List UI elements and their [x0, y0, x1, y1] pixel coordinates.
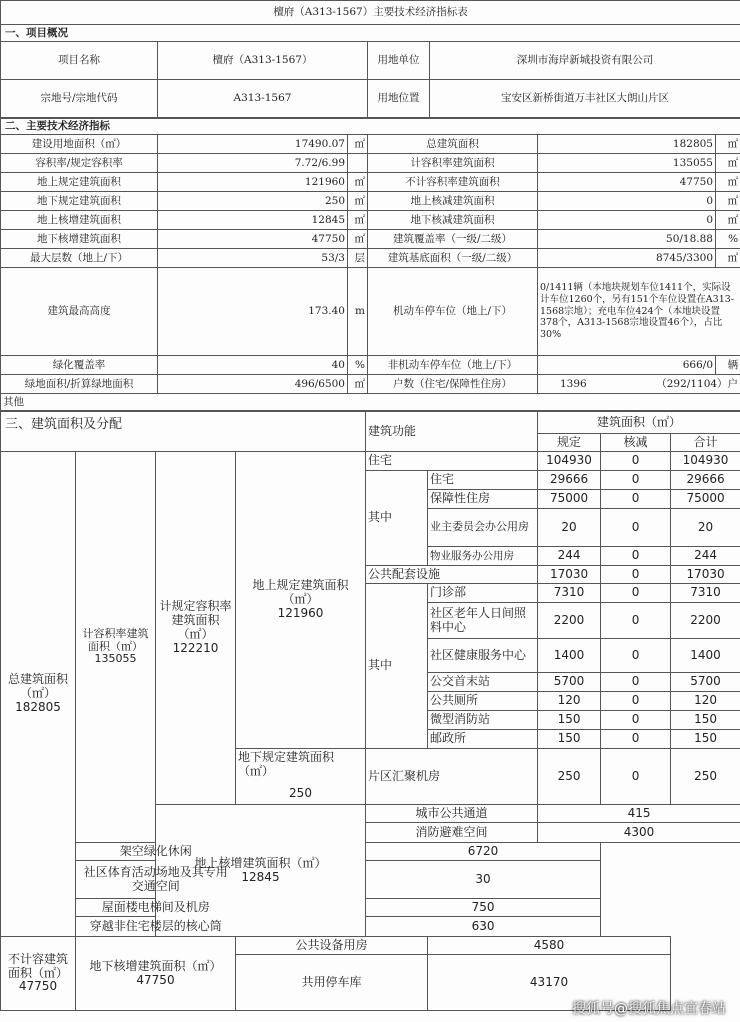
green-rate-unit: %: [348, 356, 368, 375]
total-area-cell: [1, 452, 76, 937]
above-reg-cell: [236, 452, 366, 749]
indicator-label: 地上核减建筑面积: [368, 192, 538, 211]
below-reg-value: 250: [289, 785, 312, 800]
col-guiding: 规定: [538, 434, 601, 452]
nfa-label: 不计容建筑面积（㎡）: [7, 951, 68, 980]
above-add-label: 地上核增建筑面积（㎡）: [194, 855, 327, 870]
add-item-label: 城市公共通道: [366, 805, 538, 823]
indicator-label: 地下规定建筑面积: [1, 192, 158, 211]
green-rate-label: 绿化覆盖率: [1, 356, 158, 375]
res-item-label: 住宅: [428, 471, 538, 490]
substation-label: 片区汇聚机房: [366, 749, 538, 805]
res-item-guiding: 29666: [538, 471, 601, 490]
page-title: 檀府（A313-1567）主要技术经济指标表: [1, 1, 740, 25]
pub-item-guiding: 150: [538, 711, 601, 730]
pub-item-total: 150: [671, 711, 740, 730]
public-reduce: 0: [601, 566, 671, 584]
res-item-reduce: 0: [601, 490, 671, 509]
pub-item-total: 1400: [671, 639, 740, 673]
res-sub-label: 其中: [366, 471, 428, 566]
below-item-label: 共用停车库: [236, 955, 428, 1011]
below-item-value: 4580: [428, 937, 671, 955]
below-item-label: 公共设备用房: [236, 937, 428, 955]
res-item-reduce: 0: [601, 509, 671, 547]
add-item-value: 4300: [538, 823, 740, 843]
add-item-value: 6720: [366, 843, 601, 861]
pub-item-reduce: 0: [601, 711, 671, 730]
fa-reg-value: 122210: [172, 640, 219, 655]
below-add-label: 地下核增建筑面积（㎡）: [89, 958, 222, 973]
indicators-table: [0, 118, 740, 411]
fa-reg-cell: [156, 452, 236, 805]
green-area-unit: ㎡: [348, 375, 368, 394]
res-item-guiding: 20: [538, 509, 601, 547]
indicator-value: 8745/3300: [538, 249, 716, 268]
residential-reduce: 0: [601, 452, 671, 471]
residential-label: 住宅: [366, 452, 538, 471]
pub-sub-label: 其中: [366, 584, 428, 749]
overview-table: [0, 0, 740, 118]
pub-item-guiding: 7310: [538, 584, 601, 603]
public-label: 公共配套设施: [366, 566, 538, 584]
above-reg-value: 121960: [277, 605, 324, 620]
indicator-row: [1, 135, 740, 154]
area-allocation-table: [0, 411, 740, 1011]
res-item-label: 业主委员会办公用房: [428, 509, 538, 547]
pub-item-reduce: 0: [601, 673, 671, 692]
pub-item-guiding: 120: [538, 692, 601, 711]
res-item-reduce: 0: [601, 547, 671, 566]
indicator-value: 53/3: [158, 249, 348, 268]
pub-item-total: 2200: [671, 603, 740, 639]
substation-total: 250: [671, 749, 740, 805]
section-3-heading: 三、建筑面积及分配: [1, 412, 366, 452]
indicator-value: 135055: [538, 154, 716, 173]
indicator-unit: ㎡: [716, 173, 740, 192]
indicator-row: [1, 230, 740, 249]
indicator-value: 17490.07: [158, 135, 348, 154]
indicator-value: 0: [538, 211, 716, 230]
indicator-label: 地下核减建筑面积: [368, 211, 538, 230]
indicator-unit: ㎡: [348, 173, 368, 192]
indicator-value: 121960: [158, 173, 348, 192]
col-reduce: 核减: [601, 434, 671, 452]
indicator-unit: ㎡: [716, 154, 740, 173]
pub-item-reduce: 0: [601, 603, 671, 639]
res-item-total: 29666: [671, 471, 740, 490]
section-2-heading: 二、主要技术经济指标: [1, 119, 740, 135]
watermark: [572, 998, 726, 1018]
project-name-value: 檀府（A313-1567）: [158, 42, 368, 80]
households-value: [538, 375, 740, 394]
plot-code-label: 宗地号/宗地代码: [1, 80, 158, 118]
indicator-value: 50/18.88: [538, 230, 716, 249]
pub-item-reduce: 0: [601, 639, 671, 673]
indicator-label: 建筑基底面积（一级/二级）: [368, 249, 538, 268]
nfa-value: 47750: [18, 979, 58, 994]
land-location-label: 用地位置: [368, 80, 430, 118]
indicator-row: [1, 211, 740, 230]
max-height-unit: m: [348, 268, 368, 356]
watermark-text: 搜狐号@搜狐焦点宜春站: [572, 1001, 726, 1017]
indicator-value: 0: [538, 192, 716, 211]
add-item-value: 415: [538, 805, 740, 823]
pub-item-reduce: 0: [601, 584, 671, 603]
res-item-reduce: 0: [601, 471, 671, 490]
add-item-value: 630: [366, 917, 601, 937]
below-add-cell: [76, 937, 236, 1011]
total-area-value: 182805: [15, 699, 61, 714]
green-area-label: 绿地面积/折算绿地面积: [1, 375, 158, 394]
land-user-label: 用地单位: [368, 42, 430, 80]
function-header: 建筑功能: [366, 412, 538, 452]
bike-parking-unit: 辆: [716, 356, 740, 375]
indicator-unit: [348, 154, 368, 173]
bike-parking-value: 666/0: [538, 356, 716, 375]
total-area-label: 总建筑面积（㎡）: [7, 672, 68, 701]
indicator-label: 地下核增建筑面积: [1, 230, 158, 249]
indicator-unit: ㎡: [348, 230, 368, 249]
plot-code-value: A313-1567: [158, 80, 368, 118]
add-item-label: 消防避难空间: [366, 823, 538, 843]
indicator-row: [1, 249, 740, 268]
indicator-unit: ㎡: [716, 211, 740, 230]
pub-item-total: 120: [671, 692, 740, 711]
pub-item-guiding: 2200: [538, 603, 601, 639]
indicator-label: 最大层数（地上/下）: [1, 249, 158, 268]
res-item-total: 20: [671, 509, 740, 547]
indicator-value: 250: [158, 192, 348, 211]
pub-item-reduce: 0: [601, 692, 671, 711]
res-item-total: 75000: [671, 490, 740, 509]
section-1-heading: 一、项目概况: [1, 25, 740, 42]
add-item-label: 穿越非住宅楼层的核心筒: [76, 917, 236, 937]
pub-item-guiding: 150: [538, 730, 601, 749]
pub-item-total: 5700: [671, 673, 740, 692]
project-name-label: 项目名称: [1, 42, 158, 80]
indicator-label: 计容积率建筑面积: [368, 154, 538, 173]
indicator-value: 12845: [158, 211, 348, 230]
pub-item-label: 社区健康服务中心: [428, 639, 538, 673]
fa-area-value: 135055: [94, 652, 137, 666]
parking-label: 机动车停车位（地上/下）: [368, 268, 538, 356]
res-item-guiding: 244: [538, 547, 601, 566]
indicator-unit: ㎡: [716, 192, 740, 211]
res-item-label: 保障性住房: [428, 490, 538, 509]
pub-item-total: 150: [671, 730, 740, 749]
add-item-value: 30: [366, 861, 601, 899]
indicator-row: [1, 154, 740, 173]
households-total: 1396: [560, 377, 587, 390]
nfa-cell: [1, 937, 76, 1011]
res-item-total: 244: [671, 547, 740, 566]
indicator-unit: ㎡: [716, 135, 740, 154]
indicator-label: 建筑覆盖率（一级/二级）: [368, 230, 538, 249]
other-label: 其他: [1, 394, 740, 411]
residential-total: 104930: [671, 452, 740, 471]
fa-area-label: 计容积率建筑面积（㎡）: [82, 627, 149, 653]
pub-item-guiding: 5700: [538, 673, 601, 692]
indicator-unit: ㎡: [348, 135, 368, 154]
fa-reg-label: 计规定容积率建筑面积（㎡）: [159, 599, 232, 641]
indicator-label: 容积率/规定容积率: [1, 154, 158, 173]
col-total: 合计: [671, 434, 740, 452]
pub-item-guiding: 1400: [538, 639, 601, 673]
below-reg-label: 地下规定建筑面积（㎡）: [238, 750, 335, 778]
res-item-label: 物业服务办公用房: [428, 547, 538, 566]
bike-parking-label: 非机动车停车位（地上/下）: [368, 356, 538, 375]
households-split: （292/1104）户: [656, 377, 739, 390]
pub-item-label: 微型消防站: [428, 711, 538, 730]
indicator-value: 182805: [538, 135, 716, 154]
add-item-label: 架空绿化休闲: [76, 843, 236, 861]
above-add-value: 12845: [241, 869, 280, 884]
land-user-value: 深圳市海岸新城投资有限公司: [430, 42, 740, 80]
green-area-value: 496/6500: [158, 375, 348, 394]
indicator-label: 不计容积率建筑面积: [368, 173, 538, 192]
pub-item-label: 社区老年人日间照料中心: [428, 603, 538, 639]
max-height-label: 建筑最高高度: [1, 268, 158, 356]
indicator-value: 7.72/6.99: [158, 154, 348, 173]
pub-item-label: 公共厕所: [428, 692, 538, 711]
land-location-value: 宝安区新桥街道万丰社区大朗山片区: [430, 80, 740, 118]
pub-item-reduce: 0: [601, 730, 671, 749]
area-header: 建筑面积（㎡）: [538, 412, 740, 434]
public-total: 17030: [671, 566, 740, 584]
add-item-value: 750: [366, 899, 601, 917]
indicator-unit: ㎡: [716, 249, 740, 268]
indicator-label: 地上规定建筑面积: [1, 173, 158, 192]
above-reg-label: 地上规定建筑面积（㎡）: [252, 578, 349, 607]
residential-guiding: 104930: [538, 452, 601, 471]
indicator-unit: 层: [348, 249, 368, 268]
public-guiding: 17030: [538, 566, 601, 584]
below-reg-cell: [236, 749, 366, 805]
below-add-value: 47750: [136, 972, 175, 987]
pub-item-label: 门诊部: [428, 584, 538, 603]
res-item-guiding: 75000: [538, 490, 601, 509]
indicator-unit: %: [716, 230, 740, 249]
fa-area-cell: [76, 452, 156, 843]
indicator-row: [1, 192, 740, 211]
substation-guiding: 250: [538, 749, 601, 805]
parking-value: 0/1411辆（本地块规划车位1411个，实际设计车位1260个，另有151个车位设置在A313-1568宗地）；充电车位424个（本地块设置378个，A313-1568宗地设置46个），占比30%: [538, 268, 740, 356]
indicator-unit: ㎡: [348, 211, 368, 230]
indicator-label: 地上核增建筑面积: [1, 211, 158, 230]
below-item-value: 43170: [428, 955, 671, 1011]
households-label: 户数（住宅/保障性住房）: [368, 375, 538, 394]
indicator-value: 47750: [538, 173, 716, 192]
indicator-label: 总建筑面积: [368, 135, 538, 154]
indicator-row: [1, 173, 740, 192]
indicator-label: 建设用地面积（㎡）: [1, 135, 158, 154]
pub-item-label: 邮政所: [428, 730, 538, 749]
add-item-label: 社区体育活动场地及其专用交通空间: [76, 861, 236, 899]
pub-item-label: 公交首末站: [428, 673, 538, 692]
indicator-unit: ㎡: [348, 192, 368, 211]
pub-item-total: 7310: [671, 584, 740, 603]
add-item-label: 屋面楼电梯间及机房: [76, 899, 236, 917]
green-rate-value: 40: [158, 356, 348, 375]
indicator-value: 47750: [158, 230, 348, 249]
max-height-value: 173.40: [158, 268, 348, 356]
substation-reduce: 0: [601, 749, 671, 805]
